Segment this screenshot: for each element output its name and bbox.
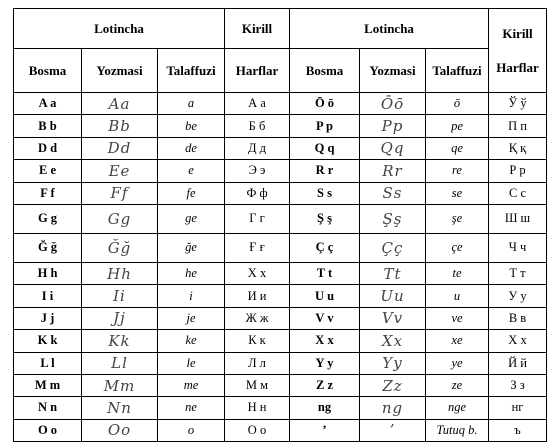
right-bosma-cell: ’ [290,419,360,441]
right-talaffuzi-cell: Tutuq b. [426,419,489,441]
left-talaffuzi-cell: ge [158,204,225,233]
left-talaffuzi-cell: i [158,285,225,307]
table-row [14,137,547,159]
right-kirill-cell: У у [489,285,547,307]
right-bosma-cell: Z z [290,374,360,396]
right-yozmasi-cell: Rr [360,160,426,182]
right-yozmasi-cell: Vv [360,307,426,329]
table-row [14,204,547,233]
header-bosma-right: Bosma [290,49,360,93]
right-kirill-cell: Р р [489,160,547,182]
table-row [14,352,547,374]
left-yozmasi-cell: Kk [82,330,158,352]
right-yozmasi-cell: Xx [360,330,426,352]
left-kirill-cell: Г г [225,204,290,233]
table-row [14,233,547,262]
left-bosma-cell: E e [14,160,82,182]
left-talaffuzi-cell: be [158,115,225,137]
alphabet-rows [14,93,547,442]
right-talaffuzi-cell: re [426,160,489,182]
left-kirill-cell: К к [225,330,290,352]
right-talaffuzi-cell: nge [426,397,489,419]
right-talaffuzi-cell: çe [426,233,489,262]
left-yozmasi-cell: Ii [82,285,158,307]
header-lotincha-right: Lotincha [290,9,489,49]
left-kirill-cell: Ғ ғ [225,233,290,262]
left-bosma-cell: I i [14,285,82,307]
left-talaffuzi-cell: ne [158,397,225,419]
left-talaffuzi-cell: he [158,262,225,284]
right-bosma-cell: Ç ç [290,233,360,262]
header-kirill-harflar-right [489,9,547,93]
right-talaffuzi-cell: ve [426,307,489,329]
right-talaffuzi-cell: ze [426,374,489,396]
left-bosma-cell: N n [14,397,82,419]
left-bosma-cell: G g [14,204,82,233]
left-yozmasi-cell: Ll [82,352,158,374]
header-kirill-right: Kirill [502,25,533,41]
right-kirill-cell: ъ [489,419,547,441]
left-kirill-cell: Д д [225,137,290,159]
left-talaffuzi-cell: e [158,160,225,182]
right-bosma-cell: R r [290,160,360,182]
left-bosma-cell: J j [14,307,82,329]
left-yozmasi-cell: Ff [82,182,158,204]
right-bosma-cell: P p [290,115,360,137]
table-row [14,330,547,352]
right-bosma-cell: V v [290,307,360,329]
table-row [14,160,547,182]
header-harflar-right: Harflar [496,59,539,75]
alphabet-table [13,8,547,442]
table-row [14,93,547,115]
left-yozmasi-cell: Ğğ [82,233,158,262]
header-lotincha-left: Lotincha [14,9,225,49]
left-kirill-cell: Л л [225,352,290,374]
right-bosma-cell: X x [290,330,360,352]
left-kirill-cell: Х х [225,262,290,284]
left-talaffuzi-cell: me [158,374,225,396]
left-kirill-cell: Ж ж [225,307,290,329]
right-kirill-cell: В в [489,307,547,329]
left-kirill-cell: Э э [225,160,290,182]
right-talaffuzi-cell: u [426,285,489,307]
right-yozmasi-cell: Zz [360,374,426,396]
right-kirill-cell: Й й [489,352,547,374]
right-talaffuzi-cell: se [426,182,489,204]
header-bosma-left: Bosma [14,49,82,93]
right-yozmasi-cell: ng [360,397,426,419]
left-kirill-cell: О о [225,419,290,441]
right-kirill-cell: Т т [489,262,547,284]
right-talaffuzi-cell: ye [426,352,489,374]
left-yozmasi-cell: Bb [82,115,158,137]
left-talaffuzi-cell: a [158,93,225,115]
right-bosma-cell: ng [290,397,360,419]
left-kirill-cell: М м [225,374,290,396]
right-yozmasi-cell: Çç [360,233,426,262]
header-talaffuzi-right: Talaffuzi [426,49,489,93]
left-kirill-cell: Ф ф [225,182,290,204]
right-yozmasi-cell: Uu [360,285,426,307]
right-yozmasi-cell: Qq [360,137,426,159]
left-yozmasi-cell: Aa [82,93,158,115]
header-harflar-left: Harflar [225,49,290,93]
table-row [14,285,547,307]
table-row [14,397,547,419]
left-yozmasi-cell: Dd [82,137,158,159]
table-row [14,307,547,329]
alphabet-table-container [13,8,547,442]
header-talaffuzi-left: Talaffuzi [158,49,225,93]
left-bosma-cell: F f [14,182,82,204]
right-bosma-cell: U u [290,285,360,307]
left-talaffuzi-cell: fe [158,182,225,204]
right-talaffuzi-cell: te [426,262,489,284]
right-bosma-cell: Q q [290,137,360,159]
left-bosma-cell: H h [14,262,82,284]
left-yozmasi-cell: Oo [82,419,158,441]
table-row [14,374,547,396]
right-kirill-cell: Ў ў [489,93,547,115]
left-bosma-cell: L l [14,352,82,374]
right-bosma-cell: T t [290,262,360,284]
left-kirill-cell: Б б [225,115,290,137]
right-yozmasi-cell: Ss [360,182,426,204]
right-yozmasi-cell: Pp [360,115,426,137]
right-kirill-cell: П п [489,115,547,137]
right-yozmasi-cell: ’ [360,419,426,441]
left-bosma-cell: Ğ ğ [14,233,82,262]
right-talaffuzi-cell: xe [426,330,489,352]
right-talaffuzi-cell: ō [426,93,489,115]
right-kirill-cell: нг [489,397,547,419]
right-kirill-cell: Ш ш [489,204,547,233]
right-kirill-cell: Х х [489,330,547,352]
left-bosma-cell: A a [14,93,82,115]
right-kirill-cell: Ч ч [489,233,547,262]
right-talaffuzi-cell: qe [426,137,489,159]
right-yozmasi-cell: Şş [360,204,426,233]
right-yozmasi-cell: Yy [360,352,426,374]
right-bosma-cell: Ō ō [290,93,360,115]
left-talaffuzi-cell: ke [158,330,225,352]
left-yozmasi-cell: Jj [82,307,158,329]
right-bosma-cell: Y y [290,352,360,374]
left-talaffuzi-cell: le [158,352,225,374]
left-yozmasi-cell: Hh [82,262,158,284]
right-kirill-cell: Қ қ [489,137,547,159]
left-bosma-cell: B b [14,115,82,137]
right-yozmasi-cell: Ōō [360,93,426,115]
header-yozmasi-right: Yozmasi [360,49,426,93]
left-talaffuzi-cell: o [158,419,225,441]
left-kirill-cell: Н н [225,397,290,419]
header-spacer [489,42,546,60]
left-bosma-cell: O o [14,419,82,441]
right-bosma-cell: S s [290,182,360,204]
right-kirill-cell: З з [489,374,547,396]
right-talaffuzi-cell: pe [426,115,489,137]
header-kirill-left: Kirill [225,9,290,49]
left-yozmasi-cell: Ee [82,160,158,182]
table-row [14,182,547,204]
table-row [14,262,547,284]
right-kirill-cell: С с [489,182,547,204]
left-talaffuzi-cell: de [158,137,225,159]
right-talaffuzi-cell: şe [426,204,489,233]
table-row [14,419,547,441]
left-bosma-cell: K k [14,330,82,352]
table-row [14,115,547,137]
header-yozmasi-left: Yozmasi [82,49,158,93]
left-talaffuzi-cell: je [158,307,225,329]
left-talaffuzi-cell: ğe [158,233,225,262]
left-kirill-cell: И и [225,285,290,307]
right-yozmasi-cell: Tt [360,262,426,284]
left-yozmasi-cell: Mm [82,374,158,396]
left-yozmasi-cell: Gg [82,204,158,233]
right-bosma-cell: Ş ş [290,204,360,233]
left-bosma-cell: D d [14,137,82,159]
left-kirill-cell: А а [225,93,290,115]
left-yozmasi-cell: Nn [82,397,158,419]
left-bosma-cell: M m [14,374,82,396]
